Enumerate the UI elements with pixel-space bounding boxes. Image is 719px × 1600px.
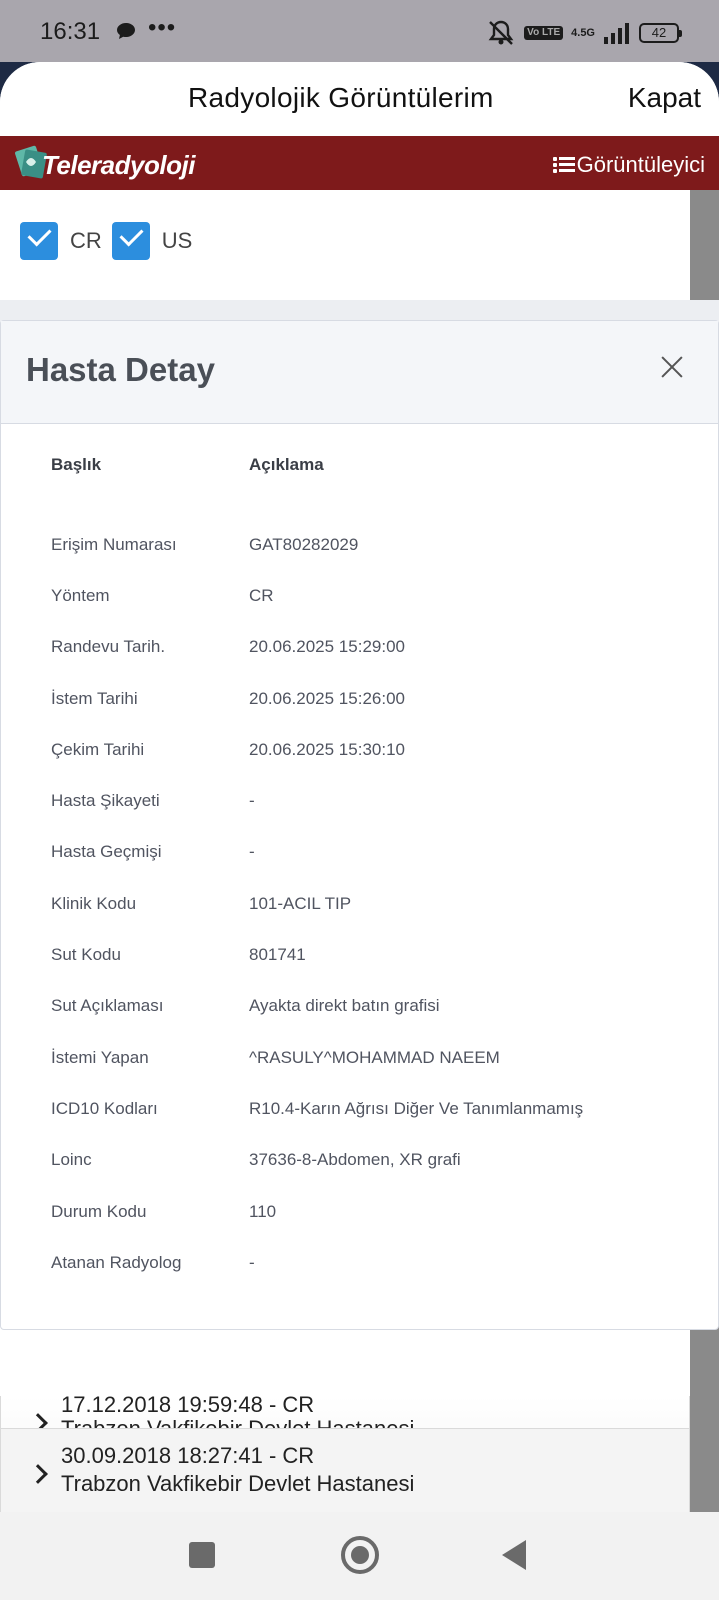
list-item-date: 30.09.2018 18:27:41 - CR <box>61 1443 315 1468</box>
clock: 16:31 <box>40 18 101 45</box>
list-item-date: 17.12.2018 19:59:48 - CR <box>61 1392 315 1417</box>
viewer-menu-label: Görüntüleyici <box>576 152 705 177</box>
battery-icon: 42 <box>639 23 679 43</box>
recents-button[interactable] <box>189 1542 215 1568</box>
table-row <box>51 775 691 826</box>
filter-us-checkbox[interactable] <box>112 222 150 260</box>
detail-table <box>51 451 691 1288</box>
table-row <box>51 1083 691 1134</box>
silent-bell-icon <box>486 19 516 47</box>
table-header-row <box>51 451 691 519</box>
column-header-description: Açıklama <box>249 455 324 474</box>
viewer-menu-button[interactable] <box>553 152 705 178</box>
back-button[interactable] <box>502 1540 526 1570</box>
row-label: İstemi Yapan <box>51 1047 149 1067</box>
row-value: R10.4-Karın Ağrısı Diğer Ve Tanımlanmamış <box>249 1098 584 1118</box>
filter-cr-checkbox[interactable] <box>20 222 58 260</box>
modal-title: Hasta Detay <box>26 351 215 388</box>
row-value: CR <box>249 585 274 605</box>
status-bar <box>0 0 719 64</box>
table-row <box>51 1237 691 1288</box>
row-label: Yöntem <box>51 585 110 605</box>
row-value: 801741 <box>249 945 306 965</box>
row-label: Klinik Kodu <box>51 893 137 913</box>
row-value: - <box>249 791 255 811</box>
row-label: Sut Açıklaması <box>51 996 164 1016</box>
row-label: İstem Tarihi <box>51 688 138 708</box>
row-value: 101-ACIL TIP <box>249 893 352 913</box>
network-type: 4.5G <box>571 27 595 39</box>
table-row <box>51 1032 691 1083</box>
row-label: Sut Kodu <box>51 945 121 965</box>
table-row <box>51 724 691 775</box>
signal-icon <box>603 21 631 45</box>
chevron-right-icon <box>28 1464 48 1484</box>
table-row <box>51 827 691 878</box>
row-label: Hasta Şikayeti <box>51 791 160 811</box>
row-value: 20.06.2025 15:30:10 <box>249 739 405 759</box>
table-row <box>51 1186 691 1237</box>
table-row <box>51 981 691 1032</box>
row-label: Atanan Radyolog <box>51 1252 182 1272</box>
row-label: Hasta Geçmişi <box>51 842 162 862</box>
row-value: 110 <box>249 1201 277 1221</box>
system-nav-bar <box>0 1512 719 1600</box>
table-row <box>51 622 691 673</box>
table-row <box>51 570 691 621</box>
sheet-title: Radyolojik Görüntülerim <box>188 82 494 113</box>
close-sheet-button[interactable]: Kapat <box>627 82 701 113</box>
row-value: 20.06.2025 15:26:00 <box>249 688 405 708</box>
row-label: Randevu Tarih. <box>51 637 166 657</box>
list-item[interactable] <box>0 1428 690 1512</box>
sheet-header <box>0 62 719 136</box>
row-label: Çekim Tarihi <box>51 739 145 759</box>
row-label: Erişim Numarası <box>51 534 177 554</box>
filter-us-label: US <box>161 228 193 253</box>
status-icons <box>486 18 679 48</box>
row-value: ^RASULY^MOHAMMAD NAEEM <box>249 1047 500 1067</box>
row-label: Durum Kodu <box>51 1201 147 1221</box>
modality-filters <box>20 222 202 260</box>
row-value: Ayakta direkt batın grafisi <box>249 996 440 1016</box>
more-notifications-icon: ••• <box>148 14 177 41</box>
row-value: - <box>249 842 255 862</box>
column-header-title: Başlık <box>51 455 102 474</box>
row-label: Loinc <box>51 1150 92 1170</box>
row-value: 20.06.2025 15:29:00 <box>249 637 405 657</box>
home-button[interactable] <box>341 1536 379 1574</box>
table-row <box>51 1135 691 1186</box>
list-item-hospital: Trabzon Vakfikebir Devlet Hastanesi <box>61 1471 415 1496</box>
row-value: GAT80282029 <box>249 534 359 554</box>
table-row <box>51 878 691 929</box>
row-value: 37636-8-Abdomen, XR grafi <box>249 1150 461 1170</box>
modal-header <box>1 321 718 424</box>
volte-icon: Vo LTE <box>524 26 563 40</box>
site-navbar <box>0 136 719 190</box>
filter-cr-label: CR <box>70 228 102 253</box>
list-icon <box>553 156 575 174</box>
table-row <box>51 519 691 570</box>
site-brand[interactable]: Teleradyoloji <box>42 150 195 180</box>
row-value: - <box>249 1252 255 1272</box>
row-label: ICD10 Kodları <box>51 1098 158 1118</box>
close-icon[interactable] <box>660 355 684 379</box>
table-row <box>51 929 691 980</box>
table-row <box>51 673 691 724</box>
patient-detail-modal <box>0 320 719 1330</box>
chat-bubble-icon <box>116 22 136 40</box>
